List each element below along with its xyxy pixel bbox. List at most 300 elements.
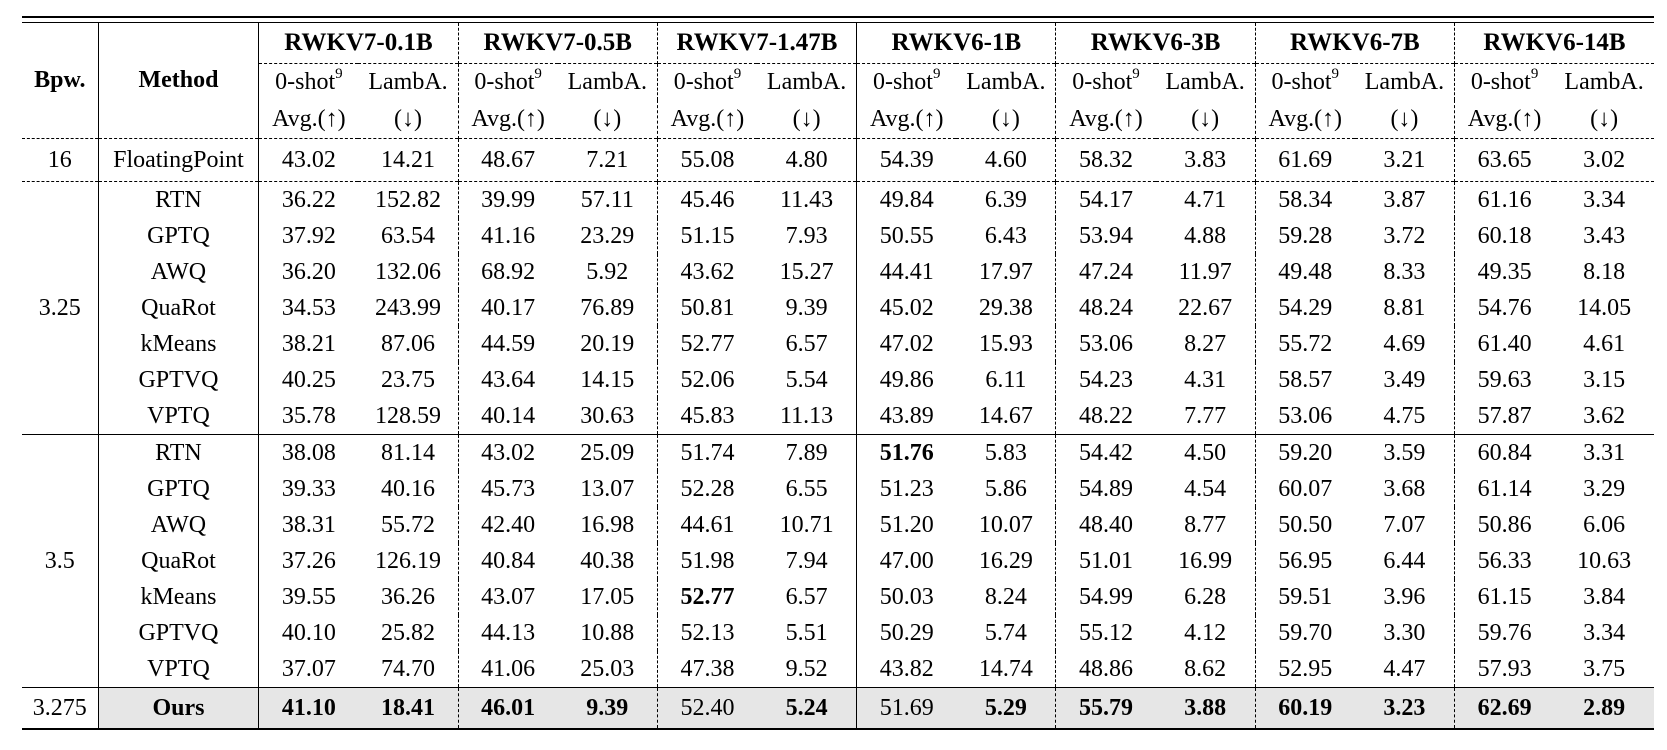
value-cell: 6.39 (956, 182, 1056, 219)
value-cell: 57.87 (1455, 398, 1555, 435)
value-cell: 11.43 (757, 182, 857, 219)
method-cell: QuaRot (98, 290, 259, 326)
value-cell: 7.77 (1184, 402, 1227, 429)
value-cell: 4.80 (757, 139, 857, 182)
value-cell: 3.15 (1583, 366, 1626, 393)
model-header: RWKV7-0.1B (259, 23, 458, 64)
value-cell: 9.39 (785, 294, 828, 321)
value-cell: 60.19 (1255, 688, 1355, 730)
value-cell: 5.74 (984, 619, 1027, 646)
value-cell: 30.63 (580, 402, 635, 429)
value-cell: 58.32 (1056, 139, 1156, 182)
value-cell: 43.02 (458, 435, 558, 472)
value-cell: 7.89 (757, 435, 857, 472)
value-cell: 7.21 (558, 139, 658, 182)
value-cell: 52.28 (657, 471, 757, 507)
value-cell: 50.29 (857, 615, 957, 651)
value-cell: 45.02 (857, 290, 957, 326)
zero-shot-sup: 9 (1331, 65, 1340, 82)
method-cell: RTN (98, 435, 259, 472)
value-cell: 45.73 (458, 471, 558, 507)
value-cell: 16.99 (1178, 547, 1233, 574)
value-cell: 6.44 (1383, 547, 1426, 574)
table-row (22, 471, 1654, 507)
value-cell: 14.21 (358, 139, 458, 182)
down-header: (↓) (1590, 105, 1619, 132)
bpw-header: Bpw. (22, 23, 98, 139)
value-cell: 25.82 (381, 619, 436, 646)
value-cell: 17.97 (978, 258, 1033, 285)
lamba-header: LambA. (1554, 64, 1654, 101)
value-cell: 4.71 (1156, 182, 1256, 219)
value-cell: 6.57 (785, 330, 828, 357)
value-cell: 50.50 (1255, 507, 1355, 543)
value-cell: 49.35 (1455, 254, 1555, 290)
value-cell: 44.13 (458, 615, 558, 651)
value-cell: 8.77 (1184, 511, 1227, 538)
value-cell: 43.62 (657, 254, 757, 290)
value-cell: 52.06 (657, 362, 757, 398)
zero-shot-label: 0-shot (1271, 68, 1332, 95)
value-cell: 22.67 (1178, 294, 1233, 321)
value-cell: 54.42 (1056, 435, 1156, 472)
value-cell: 55.08 (657, 139, 757, 182)
method-cell: GPTQ (98, 471, 259, 507)
zero-shot-sup: 9 (932, 65, 941, 82)
bottom-rule (22, 729, 1654, 733)
method-cell: VPTQ (98, 398, 259, 435)
value-cell: 54.76 (1455, 290, 1555, 326)
value-cell: 9.39 (558, 688, 658, 730)
value-cell: 3.29 (1583, 475, 1626, 502)
zero-shot-header (458, 64, 558, 101)
value-cell: 59.76 (1455, 615, 1555, 651)
value-cell: 48.24 (1056, 290, 1156, 326)
value-cell: 126.19 (375, 547, 442, 574)
value-cell: 29.38 (978, 294, 1033, 321)
value-cell: 44.59 (458, 326, 558, 362)
down-header: (↓) (1191, 105, 1220, 132)
value-cell: 41.06 (458, 651, 558, 688)
value-cell: 55.72 (381, 511, 436, 538)
value-cell: 63.65 (1455, 139, 1555, 182)
value-cell: 49.48 (1255, 254, 1355, 290)
value-cell: 62.69 (1455, 688, 1555, 730)
value-cell: 52.40 (657, 688, 757, 730)
value-cell: 55.79 (1056, 688, 1156, 730)
value-cell: 3.87 (1355, 182, 1455, 219)
value-cell: 61.16 (1455, 182, 1555, 219)
value-cell: 56.95 (1255, 543, 1355, 579)
value-cell: 52.77 (657, 326, 757, 362)
value-cell: 4.54 (1184, 475, 1227, 502)
value-cell: 57.93 (1455, 651, 1555, 688)
value-cell: 128.59 (375, 402, 442, 429)
value-cell: 44.41 (857, 254, 957, 290)
value-cell: 5.86 (984, 475, 1027, 502)
lamba-header: LambA. (358, 64, 458, 101)
value-cell: 25.09 (558, 435, 658, 472)
lamba-header: LambA. (558, 64, 658, 101)
down-header: (↓) (394, 105, 423, 132)
value-cell: 50.81 (657, 290, 757, 326)
value-cell: 47.24 (1056, 254, 1156, 290)
model-header: RWKV6-7B (1255, 23, 1454, 64)
value-cell: 3.72 (1383, 222, 1426, 249)
value-cell: 43.64 (458, 362, 558, 398)
method-cell: VPTQ (98, 651, 259, 688)
value-cell: 48.86 (1056, 651, 1156, 688)
table-row (22, 254, 1654, 290)
value-cell: 74.70 (381, 655, 436, 682)
avg-up-header: Avg.(↑) (657, 100, 757, 139)
bpw-cell: 3.25 (22, 182, 98, 435)
value-cell: 7.94 (785, 547, 828, 574)
table-row (22, 435, 1654, 472)
lamba-header: LambA. (1355, 64, 1455, 101)
value-cell: 41.10 (259, 688, 359, 730)
value-cell: 3.83 (1156, 139, 1256, 182)
lamba-header: LambA. (1156, 64, 1256, 101)
value-cell: 39.99 (458, 182, 558, 219)
value-cell: 43.89 (857, 398, 957, 435)
zero-shot-header (857, 64, 957, 101)
value-cell: 45.83 (657, 398, 757, 435)
method-cell: AWQ (98, 254, 259, 290)
results-table (22, 16, 1654, 733)
value-cell: 52.95 (1255, 651, 1355, 688)
value-cell: 39.33 (259, 471, 359, 507)
value-cell: 243.99 (375, 294, 442, 321)
zero-shot-label: 0-shot (275, 68, 336, 95)
value-cell: 40.25 (259, 362, 359, 398)
value-cell: 61.40 (1455, 326, 1555, 362)
value-cell: 41.16 (458, 218, 558, 254)
value-cell: 42.40 (458, 507, 558, 543)
value-cell: 37.07 (259, 651, 359, 688)
zero-shot-label: 0-shot (474, 68, 535, 95)
value-cell: 51.15 (657, 218, 757, 254)
value-cell: 7.07 (1383, 511, 1426, 538)
value-cell: 50.86 (1455, 507, 1555, 543)
value-cell: 47.02 (857, 326, 957, 362)
value-cell: 5.83 (956, 435, 1056, 472)
value-cell: 43.82 (857, 651, 957, 688)
header-row-direction (22, 100, 1654, 139)
value-cell: 43.02 (259, 139, 359, 182)
value-cell: 3.68 (1383, 475, 1426, 502)
value-cell: 54.99 (1056, 579, 1156, 615)
value-cell: 45.46 (657, 182, 757, 219)
value-cell: 59.63 (1455, 362, 1555, 398)
value-cell: 44.61 (657, 507, 757, 543)
table-row (22, 326, 1654, 362)
value-cell: 57.11 (558, 182, 658, 219)
zero-shot-sup: 9 (733, 65, 742, 82)
table-row (22, 579, 1654, 615)
lamba-header: LambA. (757, 64, 857, 101)
value-cell: 49.86 (857, 362, 957, 398)
down-header: (↓) (792, 105, 821, 132)
value-cell: 3.49 (1383, 366, 1426, 393)
value-cell: 3.34 (1583, 619, 1626, 646)
zero-shot-header (657, 64, 757, 101)
value-cell: 60.18 (1455, 218, 1555, 254)
value-cell: 6.43 (984, 222, 1027, 249)
value-cell: 52.13 (657, 615, 757, 651)
value-cell: 4.50 (1156, 435, 1256, 472)
zero-shot-label: 0-shot (1072, 68, 1133, 95)
value-cell: 3.23 (1355, 688, 1455, 730)
value-cell: 58.57 (1255, 362, 1355, 398)
value-cell: 7.93 (785, 222, 828, 249)
avg-up-header: Avg.(↑) (1255, 100, 1355, 139)
value-cell: 18.41 (358, 688, 458, 730)
value-cell: 59.70 (1255, 615, 1355, 651)
value-cell: 152.82 (358, 182, 458, 219)
value-cell: 36.26 (381, 583, 436, 610)
bpw-cell: 3.275 (22, 688, 98, 730)
value-cell: 17.05 (580, 583, 635, 610)
value-cell: 5.92 (586, 258, 629, 285)
model-header: RWKV7-1.47B (657, 23, 856, 64)
bottom-rule-cell (22, 729, 1654, 733)
value-cell: 11.13 (780, 402, 834, 429)
value-cell: 4.75 (1383, 402, 1426, 429)
value-cell: 8.81 (1383, 294, 1426, 321)
table-row (22, 507, 1654, 543)
value-cell: 16.98 (580, 511, 635, 538)
value-cell: 48.40 (1056, 507, 1156, 543)
value-cell: 58.34 (1255, 182, 1355, 219)
zero-shot-sup: 9 (1132, 65, 1140, 82)
avg-up-header: Avg.(↑) (857, 100, 957, 139)
value-cell: 54.23 (1056, 362, 1156, 398)
value-cell: 36.20 (259, 254, 359, 290)
value-cell: 3.75 (1583, 655, 1626, 682)
value-cell: 59.51 (1255, 579, 1355, 615)
avg-up-header: Avg.(↑) (1455, 100, 1555, 139)
value-cell: 4.12 (1184, 619, 1227, 646)
value-cell: 14.67 (978, 402, 1033, 429)
value-cell: 4.31 (1184, 366, 1227, 393)
method-cell: kMeans (98, 326, 259, 362)
value-cell: 51.20 (857, 507, 957, 543)
value-cell: 59.28 (1255, 218, 1355, 254)
header-row-models (22, 23, 1654, 64)
value-cell: 25.03 (580, 655, 635, 682)
value-cell: 14.15 (580, 366, 635, 393)
value-cell: 55.72 (1255, 326, 1355, 362)
model-header: RWKV6-3B (1056, 23, 1255, 64)
value-cell: 3.88 (1156, 688, 1256, 730)
value-cell: 61.69 (1255, 139, 1355, 182)
down-header: (↓) (1390, 105, 1419, 132)
value-cell: 3.21 (1355, 139, 1455, 182)
value-cell: 61.15 (1455, 579, 1555, 615)
value-cell: 43.07 (458, 579, 558, 615)
value-cell: 8.33 (1383, 258, 1426, 285)
value-cell: 47.00 (857, 543, 957, 579)
method-cell: QuaRot (98, 543, 259, 579)
method-cell: RTN (98, 182, 259, 219)
value-cell: 34.53 (259, 290, 359, 326)
value-cell: 5.51 (785, 619, 828, 646)
method-cell: GPTVQ (98, 615, 259, 651)
value-cell: 52.77 (657, 579, 757, 615)
method-cell: Ours (98, 688, 259, 730)
value-cell: 2.89 (1554, 688, 1654, 730)
table-row (22, 615, 1654, 651)
avg-up-header: Avg.(↑) (1056, 100, 1156, 139)
header-row-metrics (22, 64, 1654, 101)
value-cell: 15.27 (779, 258, 834, 285)
down-header: (↓) (991, 105, 1020, 132)
bpw-cell: 3.5 (22, 435, 98, 688)
zero-shot-header (259, 64, 359, 101)
value-cell: 61.14 (1455, 471, 1555, 507)
value-cell: 8.18 (1583, 258, 1626, 285)
method-header: Method (98, 23, 259, 139)
value-cell: 46.01 (458, 688, 558, 730)
zero-shot-label: 0-shot (673, 68, 734, 95)
value-cell: 47.38 (657, 651, 757, 688)
value-cell: 8.62 (1184, 655, 1227, 682)
ours-row (22, 688, 1654, 730)
value-cell: 40.16 (381, 475, 436, 502)
value-cell: 3.96 (1383, 583, 1426, 610)
value-cell: 5.54 (785, 366, 828, 393)
value-cell: 53.94 (1056, 218, 1156, 254)
value-cell: 3.59 (1355, 435, 1455, 472)
value-cell: 4.88 (1184, 222, 1227, 249)
value-cell: 38.21 (259, 326, 359, 362)
value-cell: 6.06 (1583, 511, 1626, 538)
value-cell: 13.07 (580, 475, 635, 502)
zero-shot-header (1255, 64, 1355, 101)
value-cell: 87.06 (381, 330, 436, 357)
value-cell: 50.55 (857, 218, 957, 254)
method-cell: GPTVQ (98, 362, 259, 398)
method-cell: FloatingPoint (98, 139, 259, 182)
avg-up-header: Avg.(↑) (259, 100, 359, 139)
value-cell: 51.74 (657, 435, 757, 472)
value-cell: 54.17 (1056, 182, 1156, 219)
value-cell: 51.76 (857, 435, 957, 472)
value-cell: 60.84 (1455, 435, 1555, 472)
value-cell: 3.02 (1554, 139, 1654, 182)
value-cell: 10.88 (580, 619, 635, 646)
zero-shot-sup: 9 (1530, 65, 1539, 82)
value-cell: 48.22 (1056, 398, 1156, 435)
value-cell: 51.98 (657, 543, 757, 579)
value-cell: 3.30 (1383, 619, 1426, 646)
value-cell: 37.92 (259, 218, 359, 254)
method-cell: AWQ (98, 507, 259, 543)
value-cell: 51.01 (1056, 543, 1156, 579)
value-cell: 14.74 (978, 655, 1033, 682)
model-header: RWKV6-1B (857, 23, 1056, 64)
value-cell: 51.23 (857, 471, 957, 507)
table-row (22, 290, 1654, 326)
value-cell: 60.07 (1255, 471, 1355, 507)
value-cell: 40.10 (259, 615, 359, 651)
zero-shot-sup: 9 (534, 65, 542, 82)
bpw-cell: 16 (22, 139, 98, 182)
table-row (22, 398, 1654, 435)
value-cell: 53.06 (1056, 326, 1156, 362)
value-cell: 68.92 (458, 254, 558, 290)
results-table-container (22, 16, 1654, 733)
value-cell: 3.84 (1583, 583, 1626, 610)
value-cell: 54.39 (857, 139, 957, 182)
value-cell: 40.17 (458, 290, 558, 326)
zero-shot-label: 0-shot (872, 68, 933, 95)
value-cell: 53.06 (1255, 398, 1355, 435)
zero-shot-label: 0-shot (1470, 68, 1531, 95)
value-cell: 54.89 (1056, 471, 1156, 507)
lamba-header: LambA. (956, 64, 1056, 101)
method-cell: kMeans (98, 579, 259, 615)
model-header: RWKV6-14B (1455, 23, 1655, 64)
value-cell: 5.29 (956, 688, 1056, 730)
table-row (22, 182, 1654, 219)
zero-shot-header (1056, 64, 1156, 101)
zero-shot-sup: 9 (335, 65, 343, 82)
value-cell: 3.43 (1583, 222, 1626, 249)
value-cell: 8.24 (984, 583, 1027, 610)
value-cell: 10.63 (1577, 547, 1632, 574)
zero-shot-header (1455, 64, 1555, 101)
value-cell: 51.69 (857, 688, 957, 730)
value-cell: 56.33 (1455, 543, 1555, 579)
model-header: RWKV7-0.5B (458, 23, 657, 64)
table-row (22, 543, 1654, 579)
avg-up-header: Avg.(↑) (458, 100, 558, 139)
value-cell: 4.61 (1583, 330, 1626, 357)
value-cell: 40.38 (580, 547, 635, 574)
value-cell: 23.29 (580, 222, 635, 249)
value-cell: 6.28 (1184, 583, 1227, 610)
value-cell: 48.67 (458, 139, 558, 182)
value-cell: 3.31 (1554, 435, 1654, 472)
value-cell: 59.20 (1255, 435, 1355, 472)
down-header: (↓) (593, 105, 622, 132)
value-cell: 14.05 (1577, 294, 1632, 321)
value-cell: 39.55 (259, 579, 359, 615)
value-cell: 36.22 (259, 182, 359, 219)
value-cell: 76.89 (580, 294, 635, 321)
value-cell: 37.26 (259, 543, 359, 579)
value-cell: 5.24 (757, 688, 857, 730)
value-cell: 15.93 (978, 330, 1033, 357)
value-cell: 6.55 (785, 475, 828, 502)
value-cell: 20.19 (580, 330, 635, 357)
value-cell: 3.34 (1554, 182, 1654, 219)
value-cell: 63.54 (381, 222, 436, 249)
value-cell: 40.84 (458, 543, 558, 579)
table-row (22, 362, 1654, 398)
value-cell: 38.08 (259, 435, 359, 472)
table-row (22, 218, 1654, 254)
value-cell: 132.06 (375, 258, 442, 285)
value-cell: 10.07 (978, 511, 1033, 538)
value-cell: 6.57 (785, 583, 828, 610)
value-cell: 54.29 (1255, 290, 1355, 326)
value-cell: 16.29 (978, 547, 1033, 574)
value-cell: 3.62 (1583, 402, 1626, 429)
value-cell: 9.52 (785, 655, 828, 682)
